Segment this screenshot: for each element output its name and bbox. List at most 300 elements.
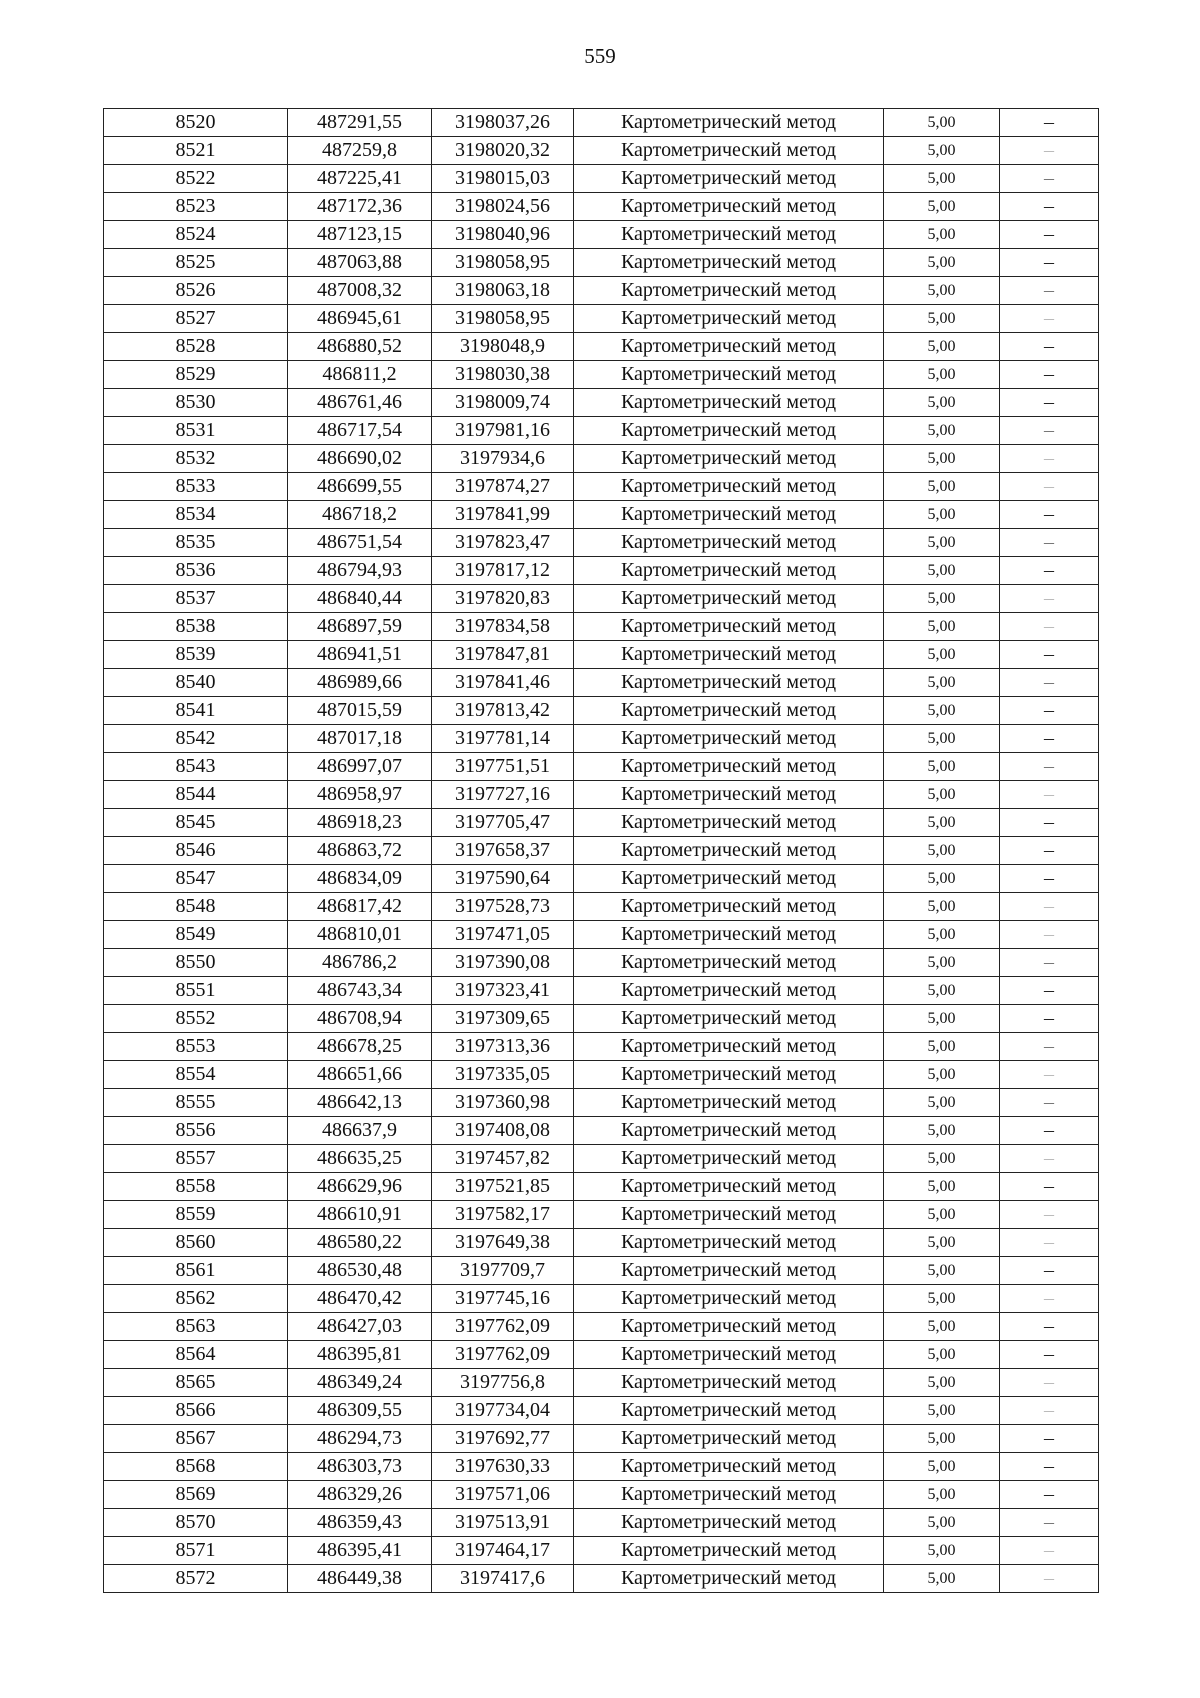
description-cell: – bbox=[1000, 333, 1099, 361]
table-row bbox=[104, 585, 1099, 613]
description-cell: – bbox=[1000, 781, 1099, 809]
table-row bbox=[104, 193, 1099, 221]
y-coordinate-cell: 3197834,58 bbox=[432, 613, 574, 641]
y-coordinate-cell: 3197417,6 bbox=[432, 1565, 574, 1593]
description-cell: – bbox=[1000, 921, 1099, 949]
method-cell: Картометрический метод bbox=[574, 753, 884, 781]
point-number-cell: 8559 bbox=[104, 1201, 288, 1229]
point-number-cell: 8544 bbox=[104, 781, 288, 809]
point-number-cell: 8570 bbox=[104, 1509, 288, 1537]
method-cell: Картометрический метод bbox=[574, 1425, 884, 1453]
table-row bbox=[104, 1481, 1099, 1509]
x-coordinate-cell: 486708,94 bbox=[288, 1005, 432, 1033]
point-number-cell: 8550 bbox=[104, 949, 288, 977]
y-coordinate-cell: 3198058,95 bbox=[432, 249, 574, 277]
table-row bbox=[104, 949, 1099, 977]
y-coordinate-cell: 3197457,82 bbox=[432, 1145, 574, 1173]
x-coordinate-cell: 486897,59 bbox=[288, 613, 432, 641]
y-coordinate-cell: 3197649,38 bbox=[432, 1229, 574, 1257]
x-coordinate-cell: 486349,24 bbox=[288, 1369, 432, 1397]
method-cell: Картометрический метод bbox=[574, 669, 884, 697]
y-coordinate-cell: 3197313,36 bbox=[432, 1033, 574, 1061]
x-coordinate-cell: 486678,25 bbox=[288, 1033, 432, 1061]
coordinates-table bbox=[103, 108, 1099, 1593]
y-coordinate-cell: 3198020,32 bbox=[432, 137, 574, 165]
accuracy-cell: 5,00 bbox=[884, 585, 1000, 613]
method-cell: Картометрический метод bbox=[574, 809, 884, 837]
method-cell: Картометрический метод bbox=[574, 1565, 884, 1593]
point-number-cell: 8528 bbox=[104, 333, 288, 361]
point-number-cell: 8560 bbox=[104, 1229, 288, 1257]
point-number-cell: 8522 bbox=[104, 165, 288, 193]
x-coordinate-cell: 486863,72 bbox=[288, 837, 432, 865]
method-cell: Картометрический метод bbox=[574, 557, 884, 585]
description-cell: – bbox=[1000, 249, 1099, 277]
x-coordinate-cell: 486580,22 bbox=[288, 1229, 432, 1257]
y-coordinate-cell: 3198037,26 bbox=[432, 109, 574, 137]
y-coordinate-cell: 3197781,14 bbox=[432, 725, 574, 753]
accuracy-cell: 5,00 bbox=[884, 1173, 1000, 1201]
accuracy-cell: 5,00 bbox=[884, 305, 1000, 333]
x-coordinate-cell: 486651,66 bbox=[288, 1061, 432, 1089]
accuracy-cell: 5,00 bbox=[884, 1425, 1000, 1453]
accuracy-cell: 5,00 bbox=[884, 1481, 1000, 1509]
description-cell: – bbox=[1000, 1005, 1099, 1033]
accuracy-cell: 5,00 bbox=[884, 1453, 1000, 1481]
accuracy-cell: 5,00 bbox=[884, 809, 1000, 837]
method-cell: Картометрический метод bbox=[574, 1341, 884, 1369]
x-coordinate-cell: 486941,51 bbox=[288, 641, 432, 669]
method-cell: Картометрический метод bbox=[574, 725, 884, 753]
point-number-cell: 8540 bbox=[104, 669, 288, 697]
point-number-cell: 8541 bbox=[104, 697, 288, 725]
y-coordinate-cell: 3198058,95 bbox=[432, 305, 574, 333]
y-coordinate-cell: 3197323,41 bbox=[432, 977, 574, 1005]
method-cell: Картометрический метод bbox=[574, 277, 884, 305]
point-number-cell: 8562 bbox=[104, 1285, 288, 1313]
y-coordinate-cell: 3197709,7 bbox=[432, 1257, 574, 1285]
accuracy-cell: 5,00 bbox=[884, 1313, 1000, 1341]
accuracy-cell: 5,00 bbox=[884, 1509, 1000, 1537]
method-cell: Картометрический метод bbox=[574, 865, 884, 893]
point-number-cell: 8568 bbox=[104, 1453, 288, 1481]
description-cell: – bbox=[1000, 585, 1099, 613]
method-cell: Картометрический метод bbox=[574, 389, 884, 417]
table-row bbox=[104, 333, 1099, 361]
table-row bbox=[104, 1089, 1099, 1117]
point-number-cell: 8552 bbox=[104, 1005, 288, 1033]
table-row bbox=[104, 1341, 1099, 1369]
description-cell: – bbox=[1000, 417, 1099, 445]
y-coordinate-cell: 3197471,05 bbox=[432, 921, 574, 949]
table-row bbox=[104, 1425, 1099, 1453]
point-number-cell: 8567 bbox=[104, 1425, 288, 1453]
accuracy-cell: 5,00 bbox=[884, 753, 1000, 781]
table-row bbox=[104, 977, 1099, 1005]
x-coordinate-cell: 486810,01 bbox=[288, 921, 432, 949]
point-number-cell: 8531 bbox=[104, 417, 288, 445]
x-coordinate-cell: 486359,43 bbox=[288, 1509, 432, 1537]
y-coordinate-cell: 3197874,27 bbox=[432, 473, 574, 501]
x-coordinate-cell: 486699,55 bbox=[288, 473, 432, 501]
x-coordinate-cell: 486690,02 bbox=[288, 445, 432, 473]
y-coordinate-cell: 3197630,33 bbox=[432, 1453, 574, 1481]
accuracy-cell: 5,00 bbox=[884, 697, 1000, 725]
accuracy-cell: 5,00 bbox=[884, 165, 1000, 193]
description-cell: – bbox=[1000, 1481, 1099, 1509]
y-coordinate-cell: 3198024,56 bbox=[432, 193, 574, 221]
description-cell: – bbox=[1000, 1257, 1099, 1285]
description-cell: – bbox=[1000, 893, 1099, 921]
y-coordinate-cell: 3197692,77 bbox=[432, 1425, 574, 1453]
description-cell: – bbox=[1000, 837, 1099, 865]
table-row bbox=[104, 753, 1099, 781]
y-coordinate-cell: 3197658,37 bbox=[432, 837, 574, 865]
method-cell: Картометрический метод bbox=[574, 1145, 884, 1173]
table-row bbox=[104, 1145, 1099, 1173]
description-cell: – bbox=[1000, 109, 1099, 137]
description-cell: – bbox=[1000, 1397, 1099, 1425]
table-row bbox=[104, 165, 1099, 193]
y-coordinate-cell: 3197762,09 bbox=[432, 1313, 574, 1341]
method-cell: Картометрический метод bbox=[574, 585, 884, 613]
point-number-cell: 8564 bbox=[104, 1341, 288, 1369]
description-cell: – bbox=[1000, 529, 1099, 557]
table-row bbox=[104, 781, 1099, 809]
x-coordinate-cell: 486945,61 bbox=[288, 305, 432, 333]
x-coordinate-cell: 486294,73 bbox=[288, 1425, 432, 1453]
description-cell: – bbox=[1000, 977, 1099, 1005]
description-cell: – bbox=[1000, 1341, 1099, 1369]
description-cell: – bbox=[1000, 389, 1099, 417]
y-coordinate-cell: 3197847,81 bbox=[432, 641, 574, 669]
table-row bbox=[104, 501, 1099, 529]
point-number-cell: 8542 bbox=[104, 725, 288, 753]
accuracy-cell: 5,00 bbox=[884, 1565, 1000, 1593]
method-cell: Картометрический метод bbox=[574, 1005, 884, 1033]
description-cell: – bbox=[1000, 697, 1099, 725]
y-coordinate-cell: 3197841,99 bbox=[432, 501, 574, 529]
point-number-cell: 8549 bbox=[104, 921, 288, 949]
point-number-cell: 8532 bbox=[104, 445, 288, 473]
x-coordinate-cell: 486395,81 bbox=[288, 1341, 432, 1369]
y-coordinate-cell: 3197521,85 bbox=[432, 1173, 574, 1201]
point-number-cell: 8565 bbox=[104, 1369, 288, 1397]
method-cell: Картометрический метод bbox=[574, 137, 884, 165]
point-number-cell: 8569 bbox=[104, 1481, 288, 1509]
point-number-cell: 8545 bbox=[104, 809, 288, 837]
method-cell: Картометрический метод bbox=[574, 1509, 884, 1537]
description-cell: – bbox=[1000, 753, 1099, 781]
description-cell: – bbox=[1000, 305, 1099, 333]
method-cell: Картометрический метод bbox=[574, 445, 884, 473]
table-row bbox=[104, 893, 1099, 921]
y-coordinate-cell: 3198015,03 bbox=[432, 165, 574, 193]
method-cell: Картометрический метод bbox=[574, 1229, 884, 1257]
table-row bbox=[104, 1369, 1099, 1397]
x-coordinate-cell: 486840,44 bbox=[288, 585, 432, 613]
accuracy-cell: 5,00 bbox=[884, 725, 1000, 753]
accuracy-cell: 5,00 bbox=[884, 1285, 1000, 1313]
point-number-cell: 8536 bbox=[104, 557, 288, 585]
x-coordinate-cell: 486303,73 bbox=[288, 1453, 432, 1481]
x-coordinate-cell: 486786,2 bbox=[288, 949, 432, 977]
x-coordinate-cell: 487063,88 bbox=[288, 249, 432, 277]
point-number-cell: 8535 bbox=[104, 529, 288, 557]
method-cell: Картометрический метод bbox=[574, 249, 884, 277]
description-cell: – bbox=[1000, 1145, 1099, 1173]
method-cell: Картометрический метод bbox=[574, 1089, 884, 1117]
method-cell: Картометрический метод bbox=[574, 949, 884, 977]
x-coordinate-cell: 487008,32 bbox=[288, 277, 432, 305]
accuracy-cell: 5,00 bbox=[884, 501, 1000, 529]
description-cell: – bbox=[1000, 613, 1099, 641]
table-row bbox=[104, 1173, 1099, 1201]
y-coordinate-cell: 3197582,17 bbox=[432, 1201, 574, 1229]
description-cell: – bbox=[1000, 1509, 1099, 1537]
x-coordinate-cell: 486751,54 bbox=[288, 529, 432, 557]
description-cell: – bbox=[1000, 809, 1099, 837]
y-coordinate-cell: 3197841,46 bbox=[432, 669, 574, 697]
table-row bbox=[104, 1005, 1099, 1033]
x-coordinate-cell: 486834,09 bbox=[288, 865, 432, 893]
accuracy-cell: 5,00 bbox=[884, 1033, 1000, 1061]
description-cell: – bbox=[1000, 137, 1099, 165]
point-number-cell: 8561 bbox=[104, 1257, 288, 1285]
accuracy-cell: 5,00 bbox=[884, 389, 1000, 417]
table-row bbox=[104, 1313, 1099, 1341]
method-cell: Картометрический метод bbox=[574, 893, 884, 921]
method-cell: Картометрический метод bbox=[574, 1033, 884, 1061]
x-coordinate-cell: 486761,46 bbox=[288, 389, 432, 417]
method-cell: Картометрический метод bbox=[574, 361, 884, 389]
accuracy-cell: 5,00 bbox=[884, 249, 1000, 277]
table-row bbox=[104, 389, 1099, 417]
point-number-cell: 8538 bbox=[104, 613, 288, 641]
y-coordinate-cell: 3198030,38 bbox=[432, 361, 574, 389]
x-coordinate-cell: 487172,36 bbox=[288, 193, 432, 221]
description-cell: – bbox=[1000, 1229, 1099, 1257]
accuracy-cell: 5,00 bbox=[884, 613, 1000, 641]
point-number-cell: 8527 bbox=[104, 305, 288, 333]
method-cell: Картометрический метод bbox=[574, 641, 884, 669]
description-cell: – bbox=[1000, 725, 1099, 753]
y-coordinate-cell: 3197745,16 bbox=[432, 1285, 574, 1313]
accuracy-cell: 5,00 bbox=[884, 221, 1000, 249]
description-cell: – bbox=[1000, 1369, 1099, 1397]
x-coordinate-cell: 486811,2 bbox=[288, 361, 432, 389]
y-coordinate-cell: 3197390,08 bbox=[432, 949, 574, 977]
method-cell: Картометрический метод bbox=[574, 305, 884, 333]
x-coordinate-cell: 486918,23 bbox=[288, 809, 432, 837]
table-row bbox=[104, 445, 1099, 473]
accuracy-cell: 5,00 bbox=[884, 473, 1000, 501]
y-coordinate-cell: 3197513,91 bbox=[432, 1509, 574, 1537]
x-coordinate-cell: 486470,42 bbox=[288, 1285, 432, 1313]
table-row bbox=[104, 1453, 1099, 1481]
accuracy-cell: 5,00 bbox=[884, 1537, 1000, 1565]
description-cell: – bbox=[1000, 1117, 1099, 1145]
method-cell: Картометрический метод bbox=[574, 1313, 884, 1341]
point-number-cell: 8556 bbox=[104, 1117, 288, 1145]
point-number-cell: 8558 bbox=[104, 1173, 288, 1201]
point-number-cell: 8547 bbox=[104, 865, 288, 893]
x-coordinate-cell: 486395,41 bbox=[288, 1537, 432, 1565]
x-coordinate-cell: 486794,93 bbox=[288, 557, 432, 585]
accuracy-cell: 5,00 bbox=[884, 949, 1000, 977]
y-coordinate-cell: 3197820,83 bbox=[432, 585, 574, 613]
description-cell: – bbox=[1000, 193, 1099, 221]
description-cell: – bbox=[1000, 221, 1099, 249]
method-cell: Картометрический метод bbox=[574, 1369, 884, 1397]
point-number-cell: 8526 bbox=[104, 277, 288, 305]
x-coordinate-cell: 487259,8 bbox=[288, 137, 432, 165]
accuracy-cell: 5,00 bbox=[884, 137, 1000, 165]
table-row bbox=[104, 249, 1099, 277]
accuracy-cell: 5,00 bbox=[884, 1369, 1000, 1397]
y-coordinate-cell: 3197360,98 bbox=[432, 1089, 574, 1117]
accuracy-cell: 5,00 bbox=[884, 837, 1000, 865]
description-cell: – bbox=[1000, 1565, 1099, 1593]
accuracy-cell: 5,00 bbox=[884, 865, 1000, 893]
accuracy-cell: 5,00 bbox=[884, 333, 1000, 361]
x-coordinate-cell: 486717,54 bbox=[288, 417, 432, 445]
description-cell: – bbox=[1000, 641, 1099, 669]
y-coordinate-cell: 3198040,96 bbox=[432, 221, 574, 249]
method-cell: Картометрический метод bbox=[574, 333, 884, 361]
method-cell: Картометрический метод bbox=[574, 417, 884, 445]
accuracy-cell: 5,00 bbox=[884, 669, 1000, 697]
accuracy-cell: 5,00 bbox=[884, 417, 1000, 445]
method-cell: Картометрический метод bbox=[574, 781, 884, 809]
accuracy-cell: 5,00 bbox=[884, 1229, 1000, 1257]
x-coordinate-cell: 486637,9 bbox=[288, 1117, 432, 1145]
accuracy-cell: 5,00 bbox=[884, 1397, 1000, 1425]
table-row bbox=[104, 613, 1099, 641]
y-coordinate-cell: 3197571,06 bbox=[432, 1481, 574, 1509]
x-coordinate-cell: 486329,26 bbox=[288, 1481, 432, 1509]
table-row bbox=[104, 809, 1099, 837]
point-number-cell: 8571 bbox=[104, 1537, 288, 1565]
point-number-cell: 8557 bbox=[104, 1145, 288, 1173]
y-coordinate-cell: 3197727,16 bbox=[432, 781, 574, 809]
x-coordinate-cell: 486958,97 bbox=[288, 781, 432, 809]
y-coordinate-cell: 3197981,16 bbox=[432, 417, 574, 445]
table-row bbox=[104, 1061, 1099, 1089]
y-coordinate-cell: 3197756,8 bbox=[432, 1369, 574, 1397]
accuracy-cell: 5,00 bbox=[884, 1201, 1000, 1229]
accuracy-cell: 5,00 bbox=[884, 921, 1000, 949]
method-cell: Картометрический метод bbox=[574, 501, 884, 529]
point-number-cell: 8548 bbox=[104, 893, 288, 921]
x-coordinate-cell: 486989,66 bbox=[288, 669, 432, 697]
y-coordinate-cell: 3197464,17 bbox=[432, 1537, 574, 1565]
method-cell: Картометрический метод bbox=[574, 1453, 884, 1481]
table-row bbox=[104, 137, 1099, 165]
accuracy-cell: 5,00 bbox=[884, 445, 1000, 473]
description-cell: – bbox=[1000, 473, 1099, 501]
accuracy-cell: 5,00 bbox=[884, 361, 1000, 389]
y-coordinate-cell: 3198063,18 bbox=[432, 277, 574, 305]
description-cell: – bbox=[1000, 361, 1099, 389]
method-cell: Картометрический метод bbox=[574, 921, 884, 949]
method-cell: Картометрический метод bbox=[574, 697, 884, 725]
x-coordinate-cell: 486427,03 bbox=[288, 1313, 432, 1341]
table-row bbox=[104, 1537, 1099, 1565]
point-number-cell: 8546 bbox=[104, 837, 288, 865]
y-coordinate-cell: 3198048,9 bbox=[432, 333, 574, 361]
description-cell: – bbox=[1000, 165, 1099, 193]
coordinates-table-body bbox=[104, 109, 1099, 1593]
description-cell: – bbox=[1000, 501, 1099, 529]
x-coordinate-cell: 487017,18 bbox=[288, 725, 432, 753]
description-cell: – bbox=[1000, 557, 1099, 585]
x-coordinate-cell: 486718,2 bbox=[288, 501, 432, 529]
x-coordinate-cell: 486880,52 bbox=[288, 333, 432, 361]
accuracy-cell: 5,00 bbox=[884, 1145, 1000, 1173]
accuracy-cell: 5,00 bbox=[884, 193, 1000, 221]
description-cell: – bbox=[1000, 1537, 1099, 1565]
y-coordinate-cell: 3197309,65 bbox=[432, 1005, 574, 1033]
accuracy-cell: 5,00 bbox=[884, 1089, 1000, 1117]
method-cell: Картометрический метод bbox=[574, 837, 884, 865]
method-cell: Картометрический метод bbox=[574, 109, 884, 137]
x-coordinate-cell: 486629,96 bbox=[288, 1173, 432, 1201]
point-number-cell: 8525 bbox=[104, 249, 288, 277]
description-cell: – bbox=[1000, 1173, 1099, 1201]
y-coordinate-cell: 3197335,05 bbox=[432, 1061, 574, 1089]
table-row bbox=[104, 305, 1099, 333]
point-number-cell: 8537 bbox=[104, 585, 288, 613]
table-row bbox=[104, 277, 1099, 305]
point-number-cell: 8566 bbox=[104, 1397, 288, 1425]
y-coordinate-cell: 3197590,64 bbox=[432, 865, 574, 893]
point-number-cell: 8529 bbox=[104, 361, 288, 389]
table-row bbox=[104, 1565, 1099, 1593]
table-row bbox=[104, 921, 1099, 949]
point-number-cell: 8523 bbox=[104, 193, 288, 221]
x-coordinate-cell: 486635,25 bbox=[288, 1145, 432, 1173]
accuracy-cell: 5,00 bbox=[884, 109, 1000, 137]
x-coordinate-cell: 486642,13 bbox=[288, 1089, 432, 1117]
y-coordinate-cell: 3197823,47 bbox=[432, 529, 574, 557]
point-number-cell: 8524 bbox=[104, 221, 288, 249]
point-number-cell: 8572 bbox=[104, 1565, 288, 1593]
accuracy-cell: 5,00 bbox=[884, 1005, 1000, 1033]
point-number-cell: 8555 bbox=[104, 1089, 288, 1117]
accuracy-cell: 5,00 bbox=[884, 1257, 1000, 1285]
point-number-cell: 8539 bbox=[104, 641, 288, 669]
accuracy-cell: 5,00 bbox=[884, 1341, 1000, 1369]
point-number-cell: 8553 bbox=[104, 1033, 288, 1061]
x-coordinate-cell: 487291,55 bbox=[288, 109, 432, 137]
table-row bbox=[104, 641, 1099, 669]
table-row bbox=[104, 669, 1099, 697]
method-cell: Картометрический метод bbox=[574, 473, 884, 501]
x-coordinate-cell: 486610,91 bbox=[288, 1201, 432, 1229]
x-coordinate-cell: 487225,41 bbox=[288, 165, 432, 193]
table-row bbox=[104, 221, 1099, 249]
table-row bbox=[104, 1201, 1099, 1229]
table-row bbox=[104, 109, 1099, 137]
method-cell: Картометрический метод bbox=[574, 1285, 884, 1313]
description-cell: – bbox=[1000, 1313, 1099, 1341]
description-cell: – bbox=[1000, 669, 1099, 697]
table-row bbox=[104, 1229, 1099, 1257]
point-number-cell: 8543 bbox=[104, 753, 288, 781]
method-cell: Картометрический метод bbox=[574, 221, 884, 249]
x-coordinate-cell: 487123,15 bbox=[288, 221, 432, 249]
